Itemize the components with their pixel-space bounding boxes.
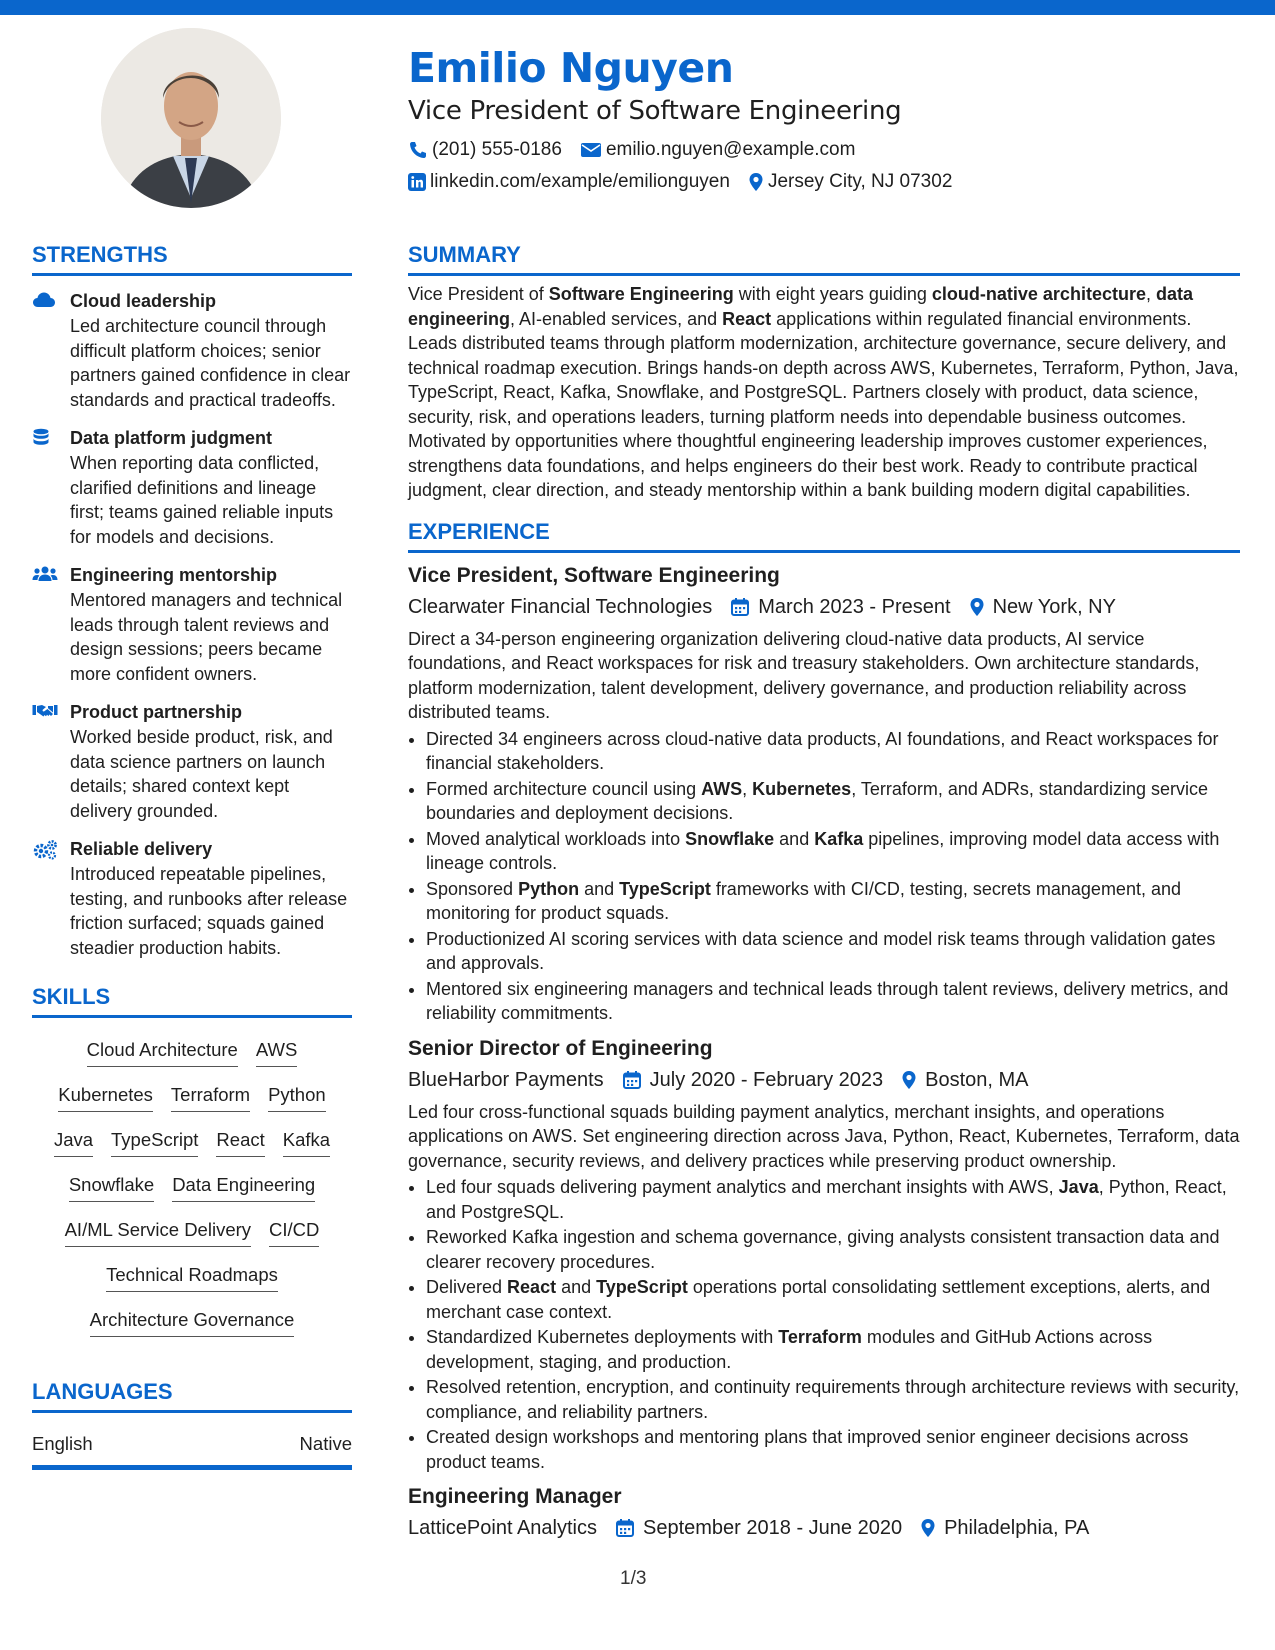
job-bullet: • Standardized Kubernetes deployments with Terraform modules and GitHub Actions across development, staging, and production.: [426, 1325, 1240, 1374]
skills-heading: SKILLS: [32, 984, 111, 1009]
job-entry: [408, 1482, 1240, 1544]
job-title: Engineering Manager: [408, 1485, 622, 1508]
job-dates-wrap: [615, 1512, 902, 1544]
job-location: Boston, MA: [925, 1068, 1029, 1091]
location-text: Jersey City, NJ 07302: [767, 171, 953, 192]
experience-section: [408, 517, 1240, 1545]
job-dates-wrap: [622, 1064, 883, 1096]
job-description: Direct a 34-person engineering organization delivering cloud-native data products, AI service foundations, and React workspaces for risk and treasury stakeholders. Own architecture standards, platform modernization, talent development, delivery governance, and production reliability across distributed teams.: [408, 628, 1200, 722]
skill-tag: Kafka: [283, 1125, 330, 1157]
job-location: Philadelphia, PA: [944, 1517, 1090, 1539]
phone-text: (201) 555-0186: [432, 139, 562, 160]
skill-tag: Java: [54, 1125, 93, 1157]
strengths-list: [32, 289, 352, 960]
email-contact[interactable]: [580, 139, 856, 161]
strength-body: [70, 426, 352, 549]
candidate-name: Emilio Nguyen: [408, 44, 734, 92]
language-row: [32, 1433, 352, 1470]
cloud-icon: [32, 289, 70, 412]
skill-tag: TypeScript: [111, 1125, 198, 1157]
page-number: 1/3: [620, 1568, 647, 1589]
skill-row: [32, 1073, 352, 1118]
job-meta: [408, 1512, 1240, 1544]
language-level: Native: [299, 1433, 352, 1454]
job-dates-wrap: [730, 591, 950, 623]
skill-tag: Kubernetes: [58, 1080, 153, 1112]
strength-item: [32, 837, 352, 960]
skill-tag: Technical Roadmaps: [106, 1260, 278, 1292]
strength-description: When reporting data conflicted, clarified definitions and lineage first; teams gained reliable inputs for models and decisions.: [70, 453, 334, 547]
map-pin-icon: [901, 1070, 917, 1090]
summary-text: Vice President of Software Engineering with eight years guiding cloud-native architecture, data engineering, AI-enabled services, and React applications within regulated financial environments. Leads distributed teams through platform modernization, architecture governance, secure delivery, and technical roadmap execution. Brings hands-on depth across AWS, Kubernetes, Terraform, Python, Java, TypeScript, React, Kafka, Snowflake, and PostgreSQL. Partners closely with product, data science, security, risk, and operations leaders, turning platform needs into dependable business outcomes. Motivated by opportunities where thoughtful engineering leadership improves customer experiences, strengthens data foundations, and helps engineers do their best work. Ready to contribute practical judgment, clear direction, and steady mentorship within a bank building modern digital capabilities.: [408, 284, 1239, 500]
map-pin-icon: [969, 597, 985, 617]
job-company: BlueHarbor Payments: [408, 1068, 604, 1091]
summary-section: [408, 240, 1240, 503]
phone-icon: [408, 140, 428, 160]
email-text: emilio.nguyen@example.com: [605, 139, 856, 160]
job-bullet: • Led four squads delivering payment analytics and merchant insights with AWS, Java, Python, React, and PostgreSQL.: [426, 1175, 1240, 1224]
calendar-icon: [615, 1518, 635, 1538]
job-title: Senior Director of Engineering: [408, 1036, 713, 1060]
strength-description: Worked beside product, risk, and data science partners on launch details; shared context kept delivery grounded.: [70, 727, 333, 821]
resume-header: [408, 40, 1248, 198]
strength-body: [70, 837, 352, 960]
job-bullets: [408, 1175, 1240, 1474]
job-bullet: • Resolved retention, encryption, and continuity requirements through architecture reviews with security, compliance, and reliability partners.: [426, 1375, 1240, 1424]
strength-body: [70, 700, 352, 823]
skill-tag: Terraform: [171, 1080, 250, 1112]
strength-description: Led architecture council through difficult platform choices; senior partners gained confidence in clear standards and practical tradeoffs.: [70, 316, 351, 410]
right-column: [408, 240, 1240, 1544]
skill-tag: AWS: [256, 1035, 297, 1067]
strength-item: [32, 563, 352, 686]
job-location-wrap: [901, 1064, 1028, 1096]
skills-section: [32, 982, 352, 1343]
jobs-list: [408, 561, 1240, 1545]
job-bullet: • Reworked Kafka ingestion and schema governance, giving analysts consistent transaction data and clearer recovery procedures.: [426, 1225, 1240, 1274]
job-description: Led four cross-functional squads building payment analytics, merchant insights, and operations applications on AWS. Set engineering direction across Java, Python, React, Kubernetes, Terraform, data governance, security reviews, and delivery practices while preserving product ownership.: [408, 1101, 1240, 1171]
envelope-icon: [580, 141, 602, 159]
strength-title: Engineering mentorship: [70, 565, 278, 585]
skill-tag: React: [216, 1125, 264, 1157]
location-contact: [748, 171, 952, 193]
job-meta: [408, 591, 1240, 623]
people-icon: [32, 563, 70, 686]
job-bullet: • Directed 34 engineers across cloud-native data products, AI foundations, and React workspaces for financial stakeholders.: [426, 727, 1240, 776]
job-company: LatticePoint Analytics: [408, 1517, 597, 1539]
job-bullet: • Formed architecture council using AWS, Kubernetes, Terraform, and ADRs, standardizing service boundaries and deployment decisions.: [426, 777, 1240, 826]
profile-photo-image: [101, 28, 281, 208]
skills-list: [32, 1028, 352, 1343]
calendar-icon: [622, 1070, 642, 1090]
skill-row: [32, 1208, 352, 1253]
job-bullet: • Mentored six engineering managers and technical leads through talent reviews, delivery metrics, and reliability commitments.: [426, 977, 1240, 1026]
job-location-wrap: [969, 591, 1116, 623]
strength-title: Reliable delivery: [70, 839, 213, 859]
skill-row: [32, 1163, 352, 1208]
strengths-section: [32, 240, 352, 960]
database-icon: [32, 426, 70, 549]
strength-description: Introduced repeatable pipelines, testing, and runbooks after release friction surfaced; squads gained steadier production habits.: [70, 864, 348, 958]
map-pin-icon: [920, 1518, 936, 1538]
strength-body: [70, 289, 352, 412]
skill-tag: Cloud Architecture: [87, 1035, 238, 1067]
job-bullet: • Productionized AI scoring services with data science and model risk teams through validation gates and approvals.: [426, 927, 1240, 976]
section-divider: [408, 550, 1240, 553]
handshake-icon: [32, 700, 70, 823]
skill-tag: Snowflake: [69, 1170, 154, 1202]
job-location-wrap: [920, 1512, 1089, 1544]
strength-title: Product partnership: [70, 702, 243, 722]
skill-tag: Architecture Governance: [90, 1305, 295, 1337]
linkedin-icon: [408, 173, 426, 191]
strength-title: Cloud leadership: [70, 291, 217, 311]
job-company: Clearwater Financial Technologies: [408, 595, 713, 618]
job-dates: March 2023 - Present: [758, 595, 951, 618]
strength-item: [32, 289, 352, 412]
skill-row: [32, 1253, 352, 1298]
gears-icon: [32, 837, 70, 960]
phone-contact[interactable]: [408, 139, 562, 161]
languages-section: [32, 1377, 352, 1470]
job-entry: [408, 561, 1240, 1026]
skill-tag: CI/CD: [269, 1215, 319, 1247]
language-name: English: [32, 1433, 93, 1454]
top-accent-bar: [0, 0, 1275, 15]
job-dates: September 2018 - June 2020: [643, 1517, 903, 1539]
job-bullet: • Sponsored Python and TypeScript frameworks with CI/CD, testing, secrets management, and monitoring for product squads.: [426, 877, 1240, 926]
skill-tag: AI/ML Service Delivery: [65, 1215, 251, 1247]
languages-heading: LANGUAGES: [32, 1379, 173, 1404]
linkedin-text: linkedin.com/example/emilionguyen: [430, 171, 730, 192]
job-title: Vice President, Software Engineering: [408, 563, 780, 587]
job-bullet: • Created design workshops and mentoring plans that improved senior engineer decisions across product teams.: [426, 1425, 1240, 1474]
map-pin-icon: [748, 172, 764, 192]
job-meta: [408, 1064, 1240, 1096]
summary-heading: SUMMARY: [408, 242, 521, 267]
job-dates: July 2020 - February 2023: [649, 1068, 884, 1091]
skill-tag: Data Engineering: [172, 1170, 315, 1202]
contact-info: [408, 134, 1248, 198]
profile-photo: [101, 28, 281, 208]
job-bullet: • Delivered React and TypeScript operations portal consolidating settlement exceptions, alerts, and merchant case context.: [426, 1275, 1240, 1324]
left-column: [32, 240, 352, 1470]
skill-row: [32, 1028, 352, 1073]
job-bullet: • Moved analytical workloads into Snowflake and Kafka pipelines, improving model data access with lineage controls.: [426, 827, 1240, 876]
strength-description: Mentored managers and technical leads through talent reviews and design sessions; peers became more confident owners.: [70, 590, 343, 684]
job-entry: [408, 1034, 1240, 1475]
strength-item: [32, 700, 352, 823]
strength-title: Data platform judgment: [70, 428, 273, 448]
skill-row: [32, 1118, 352, 1163]
experience-heading: EXPERIENCE: [408, 518, 550, 544]
candidate-title: Vice President of Software Engineering: [408, 96, 902, 126]
calendar-icon: [730, 597, 750, 617]
strength-item: [32, 426, 352, 549]
skill-row: [32, 1298, 352, 1343]
section-divider: [32, 1410, 352, 1413]
section-divider: [32, 273, 352, 276]
section-divider: [408, 273, 1240, 276]
job-location: New York, NY: [992, 595, 1116, 618]
job-bullets: [408, 727, 1240, 1026]
section-divider: [32, 1015, 352, 1018]
strength-body: [70, 563, 352, 686]
strengths-heading: STRENGTHS: [32, 242, 168, 267]
linkedin-contact[interactable]: [408, 171, 730, 193]
skill-tag: Python: [268, 1080, 326, 1112]
